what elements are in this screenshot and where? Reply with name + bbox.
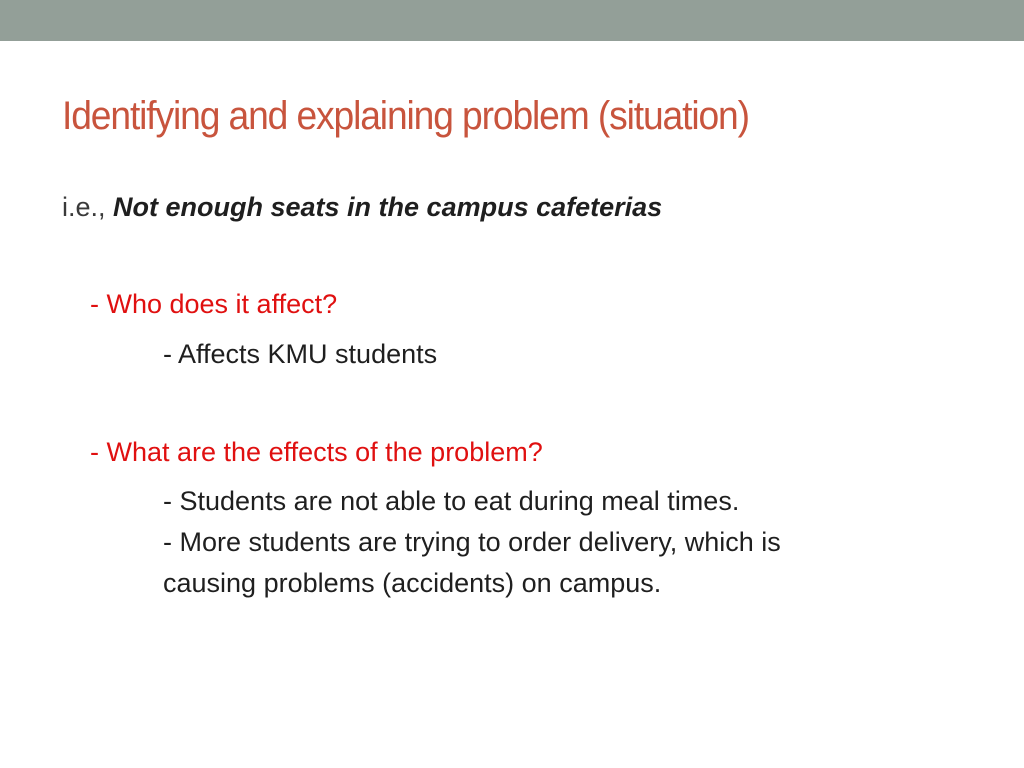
question-effects: - What are the effects of the problem?	[90, 437, 543, 467]
slide-title: Identifying and explaining problem (situation)	[62, 94, 749, 138]
answer-who-affected: - Affects KMU students	[163, 339, 438, 369]
answer-effects-line: - Students are not able to eat during meal times.	[163, 486, 740, 516]
intro-emphasis: Not enough seats in the campus cafeterias	[113, 192, 663, 222]
slide-top-bar	[0, 0, 1024, 41]
answer-effects-line: - More students are trying to order delivery, which is	[163, 527, 781, 557]
answer-effects-block	[163, 481, 781, 604]
question-who-affected: - Who does it affect?	[90, 289, 338, 319]
intro-line	[62, 187, 662, 227]
answer-effects-line: causing problems (accidents) on campus.	[163, 568, 662, 598]
intro-prefix: i.e.,	[62, 192, 114, 222]
